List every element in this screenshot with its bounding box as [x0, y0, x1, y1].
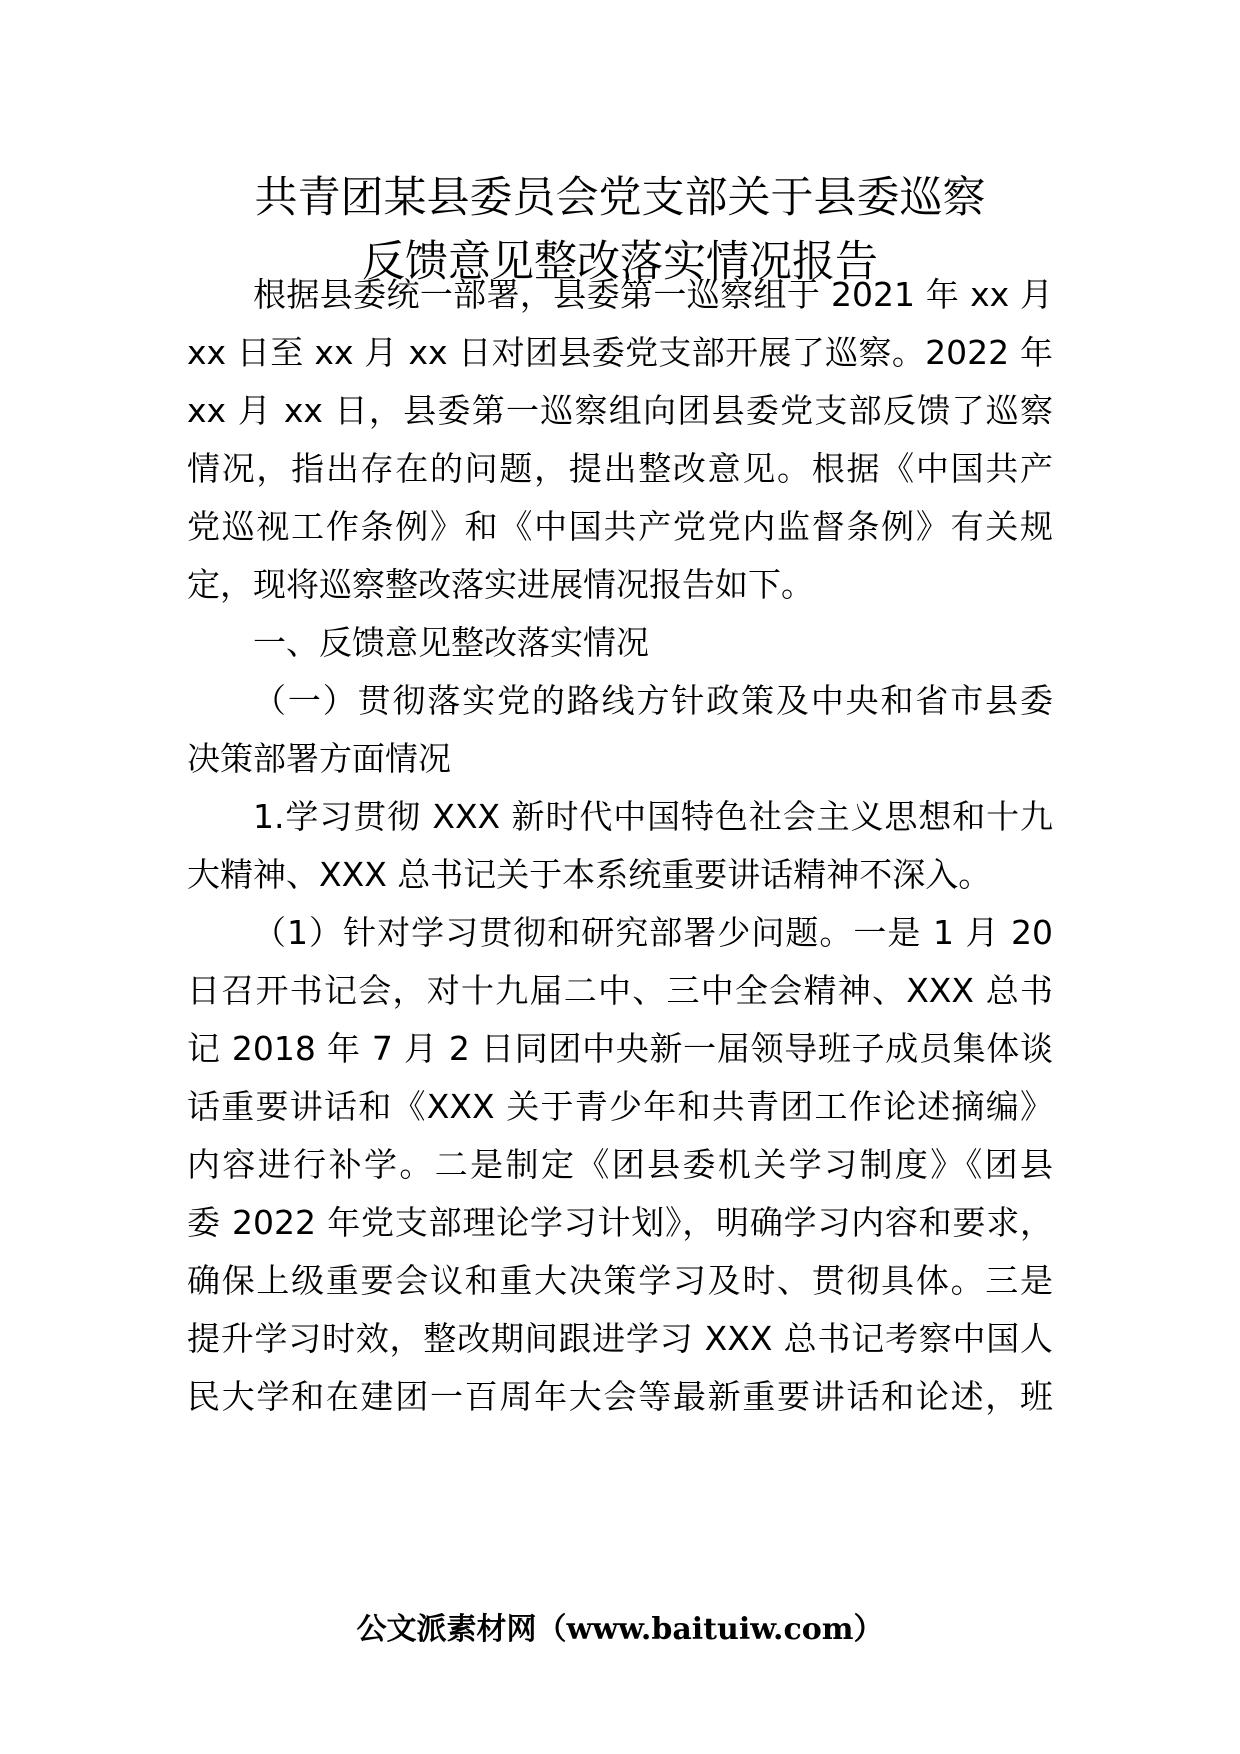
body-line: （1）针对学习贯彻和研究部署少问题。一是 1 月 20 [253, 913, 1053, 952]
body-line: 根据县委统一部署，县委第一巡察组于 2021 年 xx 月 [253, 275, 1054, 314]
body-line: 委 2022 年党支部理论学习计划》，明确学习内容和要求， [187, 1203, 1053, 1242]
body-line: 情况，指出存在的问题，提出整改意见。根据《中国共产 [187, 449, 1053, 488]
body-line: 提升学习时效，整改期间跟进学习 XXX 总书记考察中国人 [187, 1319, 1053, 1358]
body-line: 定，现将巡察整改落实进展情况报告如下。 [187, 565, 814, 604]
document-title-line-1: 共青团某县委员会党支部关于县委巡察 [254, 173, 986, 223]
document-title-line-2: 反馈意见整改落实情况报告 [362, 237, 878, 287]
body-line: 确保上级重要会议和重大决策学习及时、贯彻具体。三是 [187, 1261, 1053, 1300]
body-line: 话重要讲话和《XXX 关于青少年和共青团工作论述摘编》 [187, 1087, 1053, 1126]
section-heading: 一、反馈意见整改落实情况 [253, 623, 649, 662]
body-line: 记 2018 年 7 月 2 日同团中央新一届领导班子成员集体谈 [187, 1029, 1053, 1068]
body-line: 日召开书记会，对十九届二中、三中全会精神、XXX 总书 [187, 971, 1053, 1010]
body-line: 内容进行补学。二是制定《团县委机关学习制度》《团县 [187, 1145, 1053, 1184]
subsection-heading: （一）贯彻落实党的路线方针政策及中央和省市县委 [253, 681, 1053, 720]
subsection-heading: 决策部署方面情况 [187, 739, 451, 778]
body-line: 民大学和在建团一百周年大会等最新重要讲话和论述，班 [187, 1377, 1053, 1416]
numbered-item: 大精神、XXX 总书记关于本系统重要讲话精神不深入。 [187, 855, 992, 894]
numbered-item: 1.学习贯彻 XXX 新时代中国特色社会主义思想和十九 [253, 797, 1053, 836]
body-line: 党巡视工作条例》和《中国共产党党内监督条例》有关规 [187, 507, 1053, 546]
footer-watermark: 公文派素材网（www.baituiw.com） [356, 1612, 884, 1647]
body-line: xx 日至 xx 月 xx 日对团县委党支部开展了巡察。2022 年 [187, 333, 1053, 372]
body-line: xx 月 xx 日，县委第一巡察组向团县委党支部反馈了巡察 [187, 391, 1053, 430]
